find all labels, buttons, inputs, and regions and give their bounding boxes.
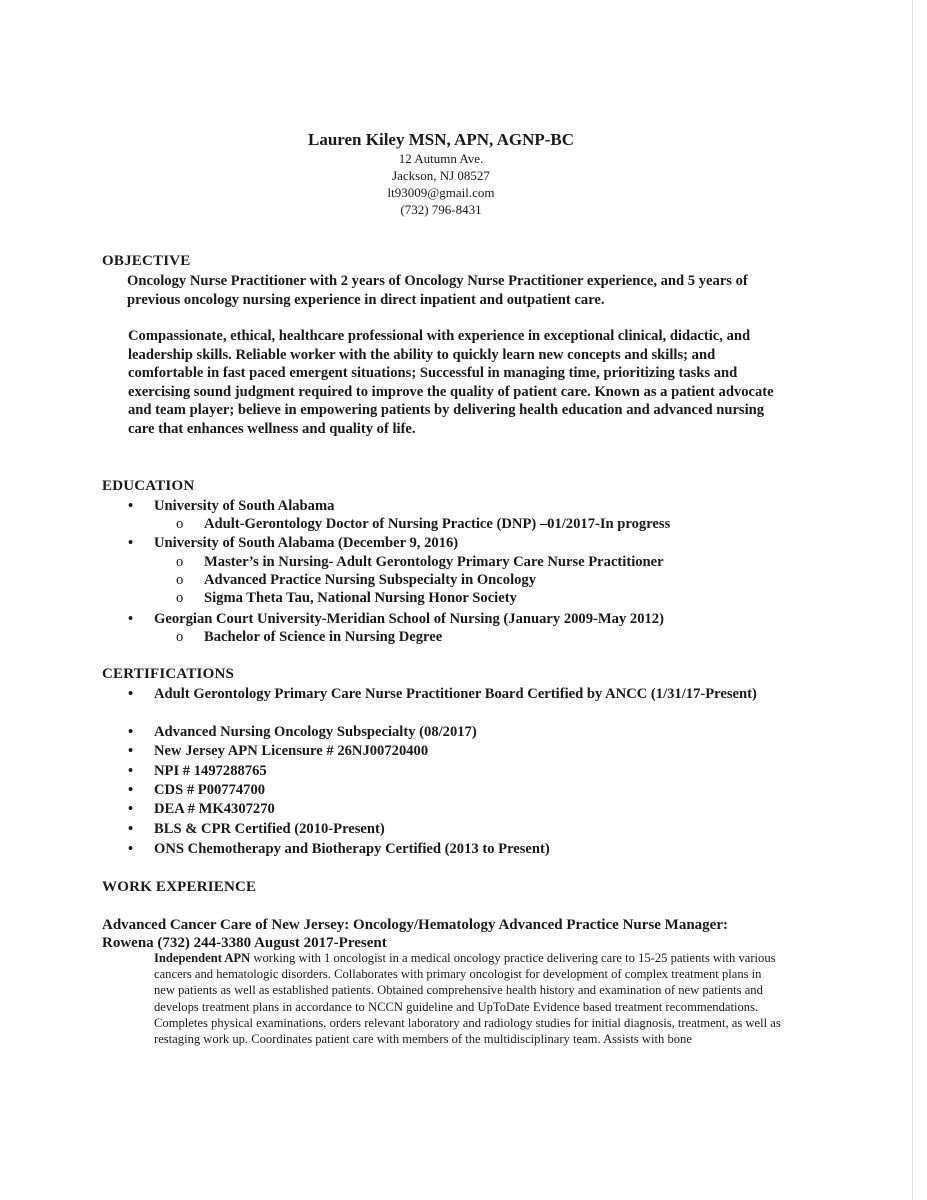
- certification-text: NPI # 1497288765: [154, 763, 267, 779]
- email-address[interactable]: lt93009@gmail.com: [387, 185, 495, 200]
- bullet-icon: •: [128, 535, 134, 551]
- education-detail: [176, 571, 536, 590]
- certification-text: CDS # P00774700: [154, 782, 266, 798]
- bullet-icon: •: [128, 782, 134, 798]
- circle-bullet-icon: o: [176, 554, 184, 570]
- circle-bullet-icon: o: [176, 590, 184, 606]
- job-description: [154, 950, 784, 1047]
- circle-bullet-icon: o: [176, 572, 184, 588]
- certification-text: DEA # MK4307270: [154, 801, 275, 817]
- phone-number: (732) 796-8431: [400, 202, 482, 217]
- school-name: Georgian Court University-Meridian School of Nursing (January 2009-May 2012): [154, 611, 664, 627]
- bullet-icon: •: [128, 724, 134, 740]
- certification-text: New Jersey APN Licensure # 26NJ00720400: [154, 743, 429, 759]
- education-detail: [176, 589, 517, 608]
- objective-profile: Compassionate, ethical, healthcare professional with experience in exceptional clinical, didactic, and leadership skills. Reliable worker with the ability to quickly learn new concepts and skills; and comfortable in fast paced emergent situations; Successful in managing time, prioritizing tasks and exercising sound judgment required to improve the quality of patient care. Known as a patient advocate and team player; believe in empowering patients by delivering health education and advanced nursing care that enhances wellness and quality of life.: [128, 328, 774, 437]
- job-role: Independent APN: [154, 951, 251, 965]
- education-heading: EDUCATION: [102, 478, 195, 494]
- degree-text: Advanced Practice Nursing Subspecialty in Oncology: [204, 572, 537, 588]
- contact-header: [0, 130, 927, 218]
- bullet-icon: •: [128, 821, 134, 837]
- circle-bullet-icon: o: [176, 629, 184, 645]
- certification-text: Adult Gerontology Primary Care Nurse Practitioner Board Certified by ANCC (1/31/17-Present): [154, 686, 757, 702]
- degree-text: Master’s in Nursing- Adult Gerontology Primary Care Nurse Practitioner: [204, 554, 664, 570]
- school-name: University of South Alabama (December 9, 2016): [154, 535, 459, 551]
- certification-text: Advanced Nursing Oncology Subspecialty (08/2017): [154, 724, 477, 740]
- bullet-icon: •: [128, 841, 134, 857]
- degree-text: Sigma Theta Tau, National Nursing Honor Society: [204, 590, 517, 606]
- school-name: University of South Alabama: [154, 498, 335, 514]
- education-detail: [176, 628, 442, 647]
- education-detail: [176, 553, 664, 572]
- bullet-icon: •: [128, 611, 134, 627]
- city-state-zip: Jackson, NJ 08527: [392, 168, 490, 183]
- education-detail: [176, 515, 670, 534]
- certifications-heading: CERTIFICATIONS: [102, 666, 235, 682]
- applicant-name: Lauren Kiley MSN, APN, AGNP-BC: [307, 130, 575, 149]
- work-experience-heading: WORK EXPERIENCE: [102, 879, 257, 895]
- bullet-icon: •: [128, 686, 134, 702]
- degree-text: Bachelor of Science in Nursing Degree: [204, 629, 443, 645]
- job-duties: working with 1 oncologist in a medical oncology practice delivering care to 15-25 patients with various cancers and hematologic disorders. Collaborates with primary oncologist for development of complex treatment plans in new patients as well as established patients. Obtained comprehensive health history and examination of new patients and develops treatment plans in accordance to NCCN guideline and UpToDate Evidence based treatment recommendations. Completes physical examinations, orders relevant laboratory and radiology studies for initial diagnosis, treatment, as well as restaging work up. Coordinates patient care with members of the multidisciplinary team. Assists with bone: [154, 951, 781, 1047]
- objective-summary: Oncology Nurse Practitioner with 2 years of Oncology Nurse Practitioner experience, and 5 years of previous oncology nursing experience in direct inpatient and outpatient care.: [127, 273, 748, 308]
- street-address: 12 Autumn Ave.: [398, 151, 484, 166]
- certification-text: ONS Chemotherapy and Biotherapy Certified (2013 to Present): [154, 841, 550, 857]
- circle-bullet-icon: o: [176, 516, 184, 532]
- bullet-icon: •: [128, 498, 134, 514]
- bullet-icon: •: [128, 763, 134, 779]
- degree-text: Adult-Gerontology Doctor of Nursing Practice (DNP) –01/2017-In progress: [204, 516, 671, 532]
- certification-text: BLS & CPR Certified (2010-Present): [154, 821, 385, 837]
- job-title: Advanced Cancer Care of New Jersey: Oncology/Hematology Advanced Practice Nurse Manager: Rowena (732) 244-3380 August 2017-Present: [102, 917, 728, 951]
- bullet-icon: •: [128, 743, 134, 759]
- bullet-icon: •: [128, 801, 134, 817]
- objective-heading: OBJECTIVE: [102, 253, 191, 269]
